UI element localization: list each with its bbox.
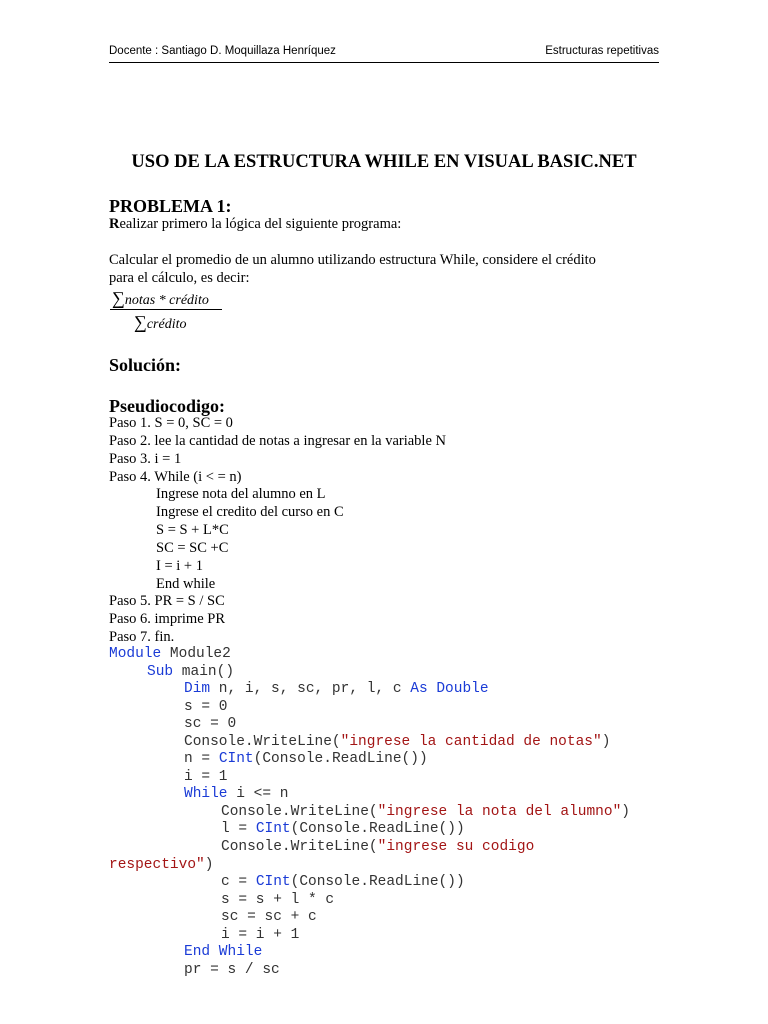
code-text: Console.WriteLine( (184, 733, 341, 750)
code-line (109, 944, 630, 962)
keyword: CInt (255, 874, 291, 891)
code-text: Module2 (161, 646, 231, 662)
code-text: (Console.ReadLine()) (290, 874, 465, 891)
page-header (109, 44, 659, 63)
code-text: ) (204, 856, 214, 873)
intro-text: ealizar primero la lógica del siguiente programa: (119, 216, 402, 232)
problem-intro (109, 216, 401, 234)
numerator-text: notas * crédito (124, 293, 209, 308)
keyword: End While (184, 944, 263, 961)
code-line: i = 1 (184, 768, 228, 785)
code-text: (Console.ReadLine()) (253, 751, 428, 768)
code-line (109, 681, 630, 699)
code-line (109, 857, 630, 875)
keyword: While (184, 786, 228, 803)
keyword: CInt (218, 751, 254, 768)
code-text: ) (601, 733, 611, 750)
pseudo-line: Paso 6. imprime PR (109, 611, 226, 628)
code-line (109, 804, 630, 822)
description-line-1: Calcular el promedio de un alumno utilizando estructura While, considere el crédito (109, 252, 596, 268)
pseudo-line: Paso 7. fin. (109, 629, 175, 646)
code-text: c = (221, 874, 256, 891)
code-line (109, 664, 630, 682)
header-teacher: Docente : Santiago D. Moquillaza Henríquez (109, 45, 336, 57)
code-line (109, 786, 630, 804)
fraction-bar (110, 309, 222, 310)
code-line (109, 646, 630, 664)
code-text: n = (184, 751, 219, 768)
pseudo-line: Paso 1. S = 0, SC = 0 (109, 415, 233, 431)
solution-heading: Solución: (109, 355, 182, 375)
problem-description (109, 252, 596, 288)
keyword: Dim (184, 681, 211, 698)
denominator-text: crédito (146, 317, 187, 332)
keyword: Sub (147, 663, 174, 680)
string-literal: "ingrese su codigo (377, 839, 535, 856)
vb-code-block (109, 646, 630, 979)
formula-numerator (112, 288, 209, 309)
pseudo-line: Ingrese nota del alumno en L (156, 486, 326, 503)
code-text: l = (221, 821, 256, 838)
description-line-2: para el cálculo, es decir: (109, 269, 250, 286)
header-topic: Estructuras repetitivas (545, 45, 659, 57)
code-line (109, 821, 630, 839)
code-line (109, 874, 630, 892)
code-text: ) (621, 803, 630, 820)
code-line: pr = s / sc (184, 961, 280, 978)
code-line (109, 839, 630, 857)
pseudo-line: I = i + 1 (156, 557, 203, 574)
code-text: main() (173, 663, 235, 680)
sigma-symbol: ∑ (112, 288, 125, 308)
code-text: n, i, s, sc, pr, l, c (210, 681, 411, 698)
keyword: CInt (255, 821, 291, 838)
pseudo-line: Paso 4. While (i < = n) (109, 468, 242, 485)
pseudocode-heading: Pseudiocodigo: (109, 396, 226, 416)
pseudo-line: Ingrese el credito del curso en C (156, 504, 344, 521)
code-text: (Console.ReadLine()) (290, 821, 465, 838)
code-text: i <= n (227, 786, 289, 803)
intro-drop-letter: R (109, 216, 120, 232)
formula-denominator (134, 312, 187, 333)
code-line (109, 751, 630, 769)
string-literal: "ingrese la nota del alumno" (377, 803, 622, 820)
code-text: Console.WriteLine( (221, 839, 378, 856)
string-literal: "ingrese la cantidad de notas" (340, 733, 602, 750)
document-title: USO DE LA ESTRUCTURA WHILE EN VISUAL BASIC.NET (131, 152, 637, 172)
code-text: Console.WriteLine( (221, 803, 378, 820)
pseudo-line: Paso 3. i = 1 (109, 450, 182, 467)
pseudo-line: S = S + L*C (156, 522, 229, 539)
code-line: sc = 0 (184, 716, 237, 733)
code-line: s = s + l * c (221, 891, 335, 908)
pseudo-line: Paso 2. lee la cantidad de notas a ingresar en la variable N (109, 432, 446, 449)
code-line: s = 0 (184, 698, 228, 715)
pseudo-line: Paso 5. PR = S / SC (109, 593, 225, 610)
code-line: sc = sc + c (221, 909, 317, 926)
pseudo-line: SC = SC +C (156, 539, 229, 556)
string-literal: respectivo" (109, 856, 205, 873)
problem-heading: PROBLEMA 1: (109, 196, 232, 216)
pseudo-line: End while (156, 575, 216, 592)
keyword: As Double (410, 681, 489, 698)
code-line (109, 734, 630, 752)
keyword: Module (109, 646, 162, 662)
pseudocode-block (109, 415, 446, 647)
sigma-symbol: ∑ (134, 312, 147, 332)
code-line: i = i + 1 (221, 926, 300, 943)
